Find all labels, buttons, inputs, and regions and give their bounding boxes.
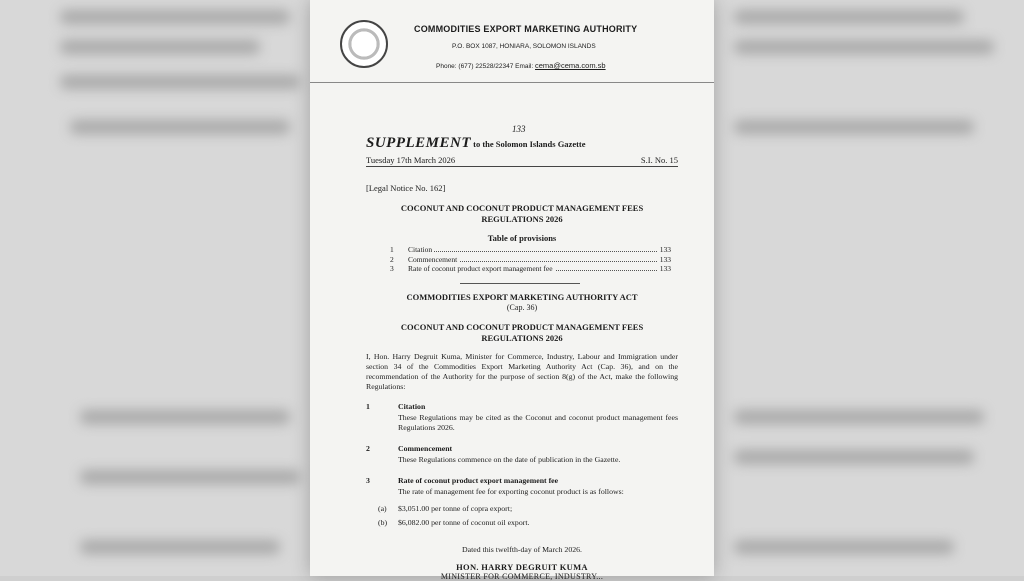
phone-text: Phone: (677) 22528/22347 Email:	[436, 63, 536, 70]
gazette-dateline	[366, 155, 678, 165]
regulation-title	[366, 203, 678, 225]
blurred-background-left	[0, 0, 310, 576]
divider	[366, 166, 678, 167]
divider	[310, 82, 714, 83]
org-address: P.O. BOX 1087, HONIARA, SOLOMON ISLANDS	[452, 43, 596, 50]
section-heading: Rate of coconut product export management fee	[398, 476, 559, 485]
item-number: (a)	[378, 504, 387, 513]
toc-label: Rate of coconut product export management fee	[408, 264, 553, 273]
toc-page: 133	[659, 264, 671, 273]
act-name: COMMODITIES EXPORT MARKETING AUTHORITY ACT	[406, 292, 638, 302]
item-text: $6,082.00 per tonne of coconut oil export.	[398, 518, 530, 527]
gazette-date: Tuesday 17th March 2026	[366, 155, 456, 165]
si-number: S.I. No. 15	[640, 155, 678, 165]
title-line: REGULATIONS 2026	[481, 214, 563, 224]
signer-name: HON. HARRY DEGRUIT KUMA	[456, 562, 588, 572]
page-number: 133	[512, 124, 526, 134]
signer-title: MINISTER FOR COMMERCE, INDUSTRY...	[440, 572, 604, 581]
section-heading: Commencement	[398, 444, 453, 453]
supplement-subtitle: to the Solomon Islands Gazette	[471, 139, 586, 149]
act-cap: (Cap. 36)	[506, 303, 538, 312]
seal-icon	[340, 20, 388, 68]
section-body: The rate of management fee for exporting coconut product is as follows:	[398, 487, 624, 496]
preamble: I, Hon. Harry Degruit Kuma, Minister for Commerce, Industry, Labour and Immigration under section 34 of the Commodities Export Marketing Authority Act (Cap. 36), and on the recommendation of the Authority for the purpose of section 8(g) of the Act, make the following Regulations:	[366, 352, 678, 391]
email-link[interactable]: cema@cema.com.sb	[535, 61, 606, 70]
dated-line: Dated this twelfth-day of March 2026.	[462, 545, 582, 554]
gazette-page	[310, 0, 714, 581]
divider	[460, 283, 580, 284]
org-name: COMMODITIES EXPORT MARKETING AUTHORITY	[414, 24, 638, 34]
item-number: (b)	[378, 518, 388, 527]
toc-page: 133	[659, 245, 671, 254]
section-number: 1	[366, 402, 370, 411]
legal-notice: [Legal Notice No. 162]	[366, 183, 446, 193]
section-body: These Regulations commence on the date of publication in the Gazette.	[398, 455, 621, 464]
section-heading: Citation	[398, 402, 426, 411]
org-contact	[436, 61, 606, 70]
section-number: 2	[366, 444, 370, 453]
section-number: 3	[366, 476, 370, 485]
table-of-provisions	[386, 245, 671, 274]
letterhead	[340, 20, 690, 80]
list-item	[378, 518, 530, 527]
supplement-word: SUPPLEMENT	[366, 135, 472, 151]
toc-row	[386, 245, 671, 255]
title-line: COCONUT AND COCONUT PRODUCT MANAGEMENT FEES	[400, 203, 644, 213]
title-line: REGULATIONS 2026	[481, 333, 563, 343]
toc-page: 133	[659, 254, 671, 264]
toc-num: 1	[390, 245, 394, 254]
toc-num: 2	[390, 254, 394, 264]
regulation-title-repeat	[366, 322, 678, 344]
toc-heading: Table of provisions	[487, 233, 557, 243]
item-text: $3,051.00 per tonne of copra export;	[398, 504, 513, 513]
title-line: COCONUT AND COCONUT PRODUCT MANAGEMENT FEES	[400, 322, 644, 332]
supplement-heading	[366, 134, 586, 152]
toc-num: 3	[390, 264, 394, 273]
toc-label: Citation	[408, 245, 433, 254]
section-body: These Regulations may be cited as the Coconut and coconut product management fees Regulations 2026.	[398, 413, 678, 432]
toc-row	[386, 264, 671, 274]
toc-label: Commencement	[408, 254, 458, 264]
toc-row	[386, 255, 671, 265]
list-item	[378, 504, 513, 513]
blurred-background-right	[714, 0, 1024, 576]
